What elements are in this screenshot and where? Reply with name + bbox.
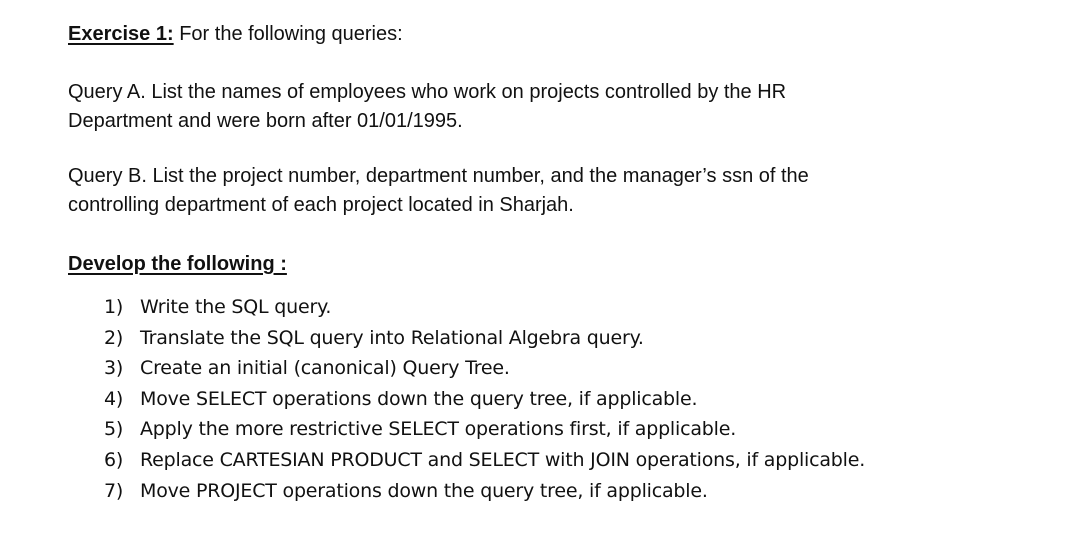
exercise-intro: For the following queries: [179, 23, 403, 45]
step-text: Translate the SQL query into Relational Algebra query. [140, 326, 644, 349]
step-number: 3) [104, 357, 124, 380]
step-number: 4) [104, 387, 124, 410]
step-number: 7) [104, 479, 124, 502]
query-b-line-1: Query B. List the project number, department number, and the manager’s ssn of the [68, 165, 809, 187]
list-item [104, 445, 865, 476]
step-text: Move PROJECT operations down the query tree, if applicable. [140, 479, 708, 502]
step-number: 6) [104, 448, 124, 471]
query-b-line-2: controlling department of each project located in Sharjah. [68, 194, 574, 216]
step-text: Create an initial (canonical) Query Tree. [140, 357, 510, 380]
step-text: Write the SQL query. [140, 296, 332, 318]
step-number: 2) [104, 326, 124, 349]
list-item [104, 476, 865, 507]
query-a-line-1: Query A. List the names of employees who work on projects controlled by the HR [68, 81, 787, 103]
step-text: Move SELECT operations down the query tree, if applicable. [140, 387, 698, 410]
develop-heading: Develop the following : [68, 253, 287, 275]
list-item [104, 414, 865, 445]
list-item [104, 292, 865, 323]
query-a-line-2: Department and were born after 01/01/1995. [68, 110, 463, 132]
step-text: Apply the more restrictive SELECT operations first, if applicable. [140, 418, 737, 441]
step-text: Replace CARTESIAN PRODUCT and SELECT with JOIN operations, if applicable. [140, 448, 866, 471]
list-item [104, 323, 865, 354]
develop-steps-list [104, 292, 865, 506]
list-item [104, 384, 865, 415]
exercise-title-line [68, 22, 403, 46]
exercise-label: Exercise 1: [68, 23, 174, 45]
list-item [104, 353, 865, 384]
step-number: 1) [104, 296, 124, 318]
step-number: 5) [104, 418, 124, 441]
